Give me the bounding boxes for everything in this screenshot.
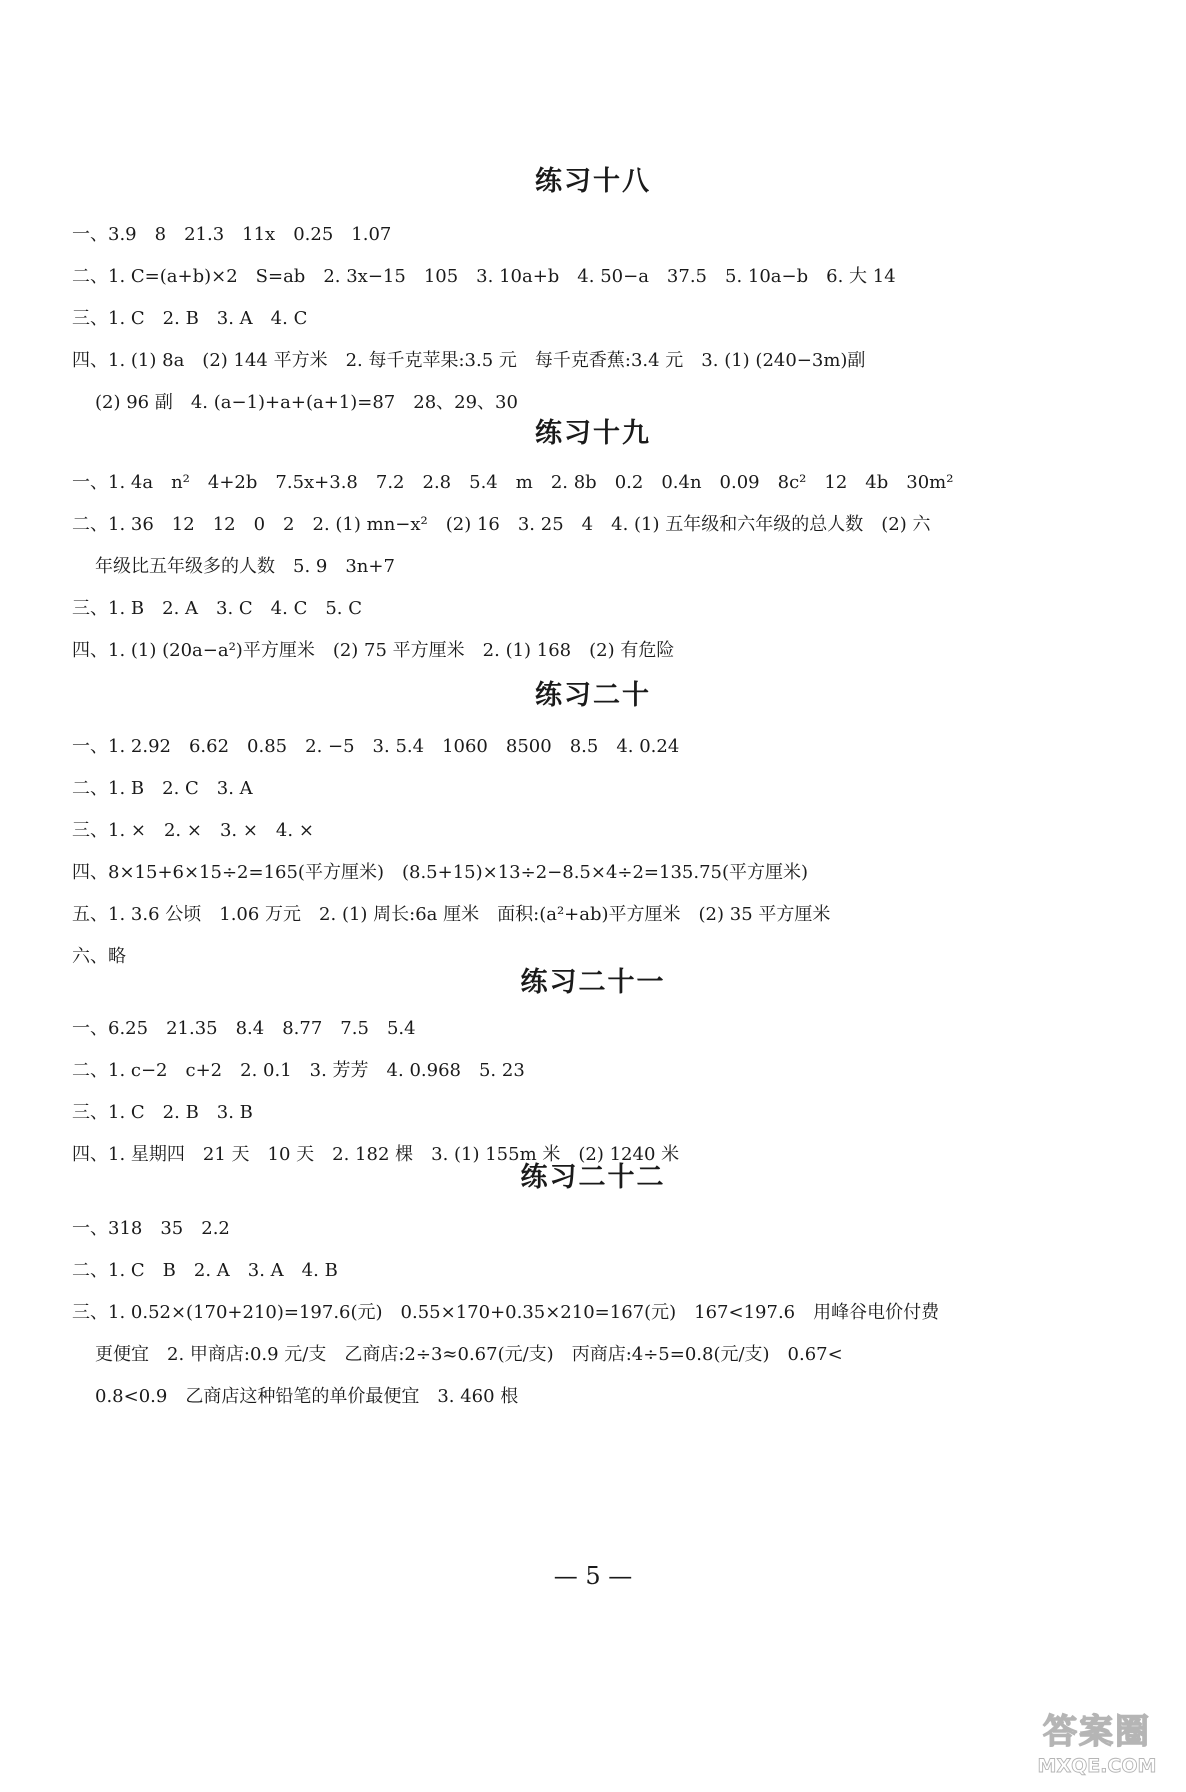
answer-line: 四、8×15+6×15÷2=165(平方厘米) (8.5+15)×13÷2−8.5×4÷2=135.75(平方厘米)	[72, 862, 809, 883]
answer-line: (2) 96 副 4. (a−1)+a+(a+1)=87 28、29、30	[95, 392, 518, 413]
answer-line: 三、1. B 2. A 3. C 4. C 5. C	[72, 598, 363, 619]
watermark-url: MXQE.COM	[1037, 1755, 1157, 1777]
answer-line: 五、1. 3.6 公顷 1.06 万元 2. (1) 周长:6a 厘米 面积:(a²+ab)平方厘米 (2) 35 平方厘米	[72, 904, 831, 925]
answer-line: 0.8<0.9 乙商店这种铅笔的单价最便宜 3. 460 根	[95, 1386, 519, 1407]
answer-line: 二、1. c−2 c+2 2. 0.1 3. 芳芳 4. 0.968 5. 23	[72, 1060, 525, 1081]
section-title: 练习二十一	[520, 967, 666, 998]
answer-line: 三、1. × 2. × 3. × 4. ×	[72, 820, 314, 841]
answer-line: 四、1. 星期四 21 天 10 天 2. 182 棵 3. (1) 155m 米 (2) 1240 米	[72, 1144, 680, 1165]
answer-line: 四、1. (1) (20a−a²)平方厘米 (2) 75 平方厘米 2. (1) 168 (2) 有危险	[72, 640, 675, 661]
watermark-logo	[1022, 1710, 1172, 1780]
answer-line: 一、1. 2.92 6.62 0.85 2. −5 3. 5.4 1060 8500 8.5 4. 0.24	[72, 736, 680, 757]
answer-line: 二、1. B 2. C 3. A	[72, 778, 253, 799]
answer-line: 二、1. 36 12 12 0 2 2. (1) mn−x² (2) 16 3. 25 4 4. (1) 五年级和六年级的总人数 (2) 六	[72, 514, 931, 535]
answer-line: 一、6.25 21.35 8.4 8.77 7.5 5.4	[72, 1018, 416, 1039]
answer-line: 一、318 35 2.2	[72, 1218, 230, 1239]
answer-line: 三、1. 0.52×(170+210)=197.6(元) 0.55×170+0.35×210=167(元) 167<197.6 用峰谷电价付费	[72, 1302, 940, 1323]
answer-line: 二、1. C B 2. A 3. A 4. B	[72, 1260, 338, 1281]
section-title: 练习十九	[535, 418, 651, 449]
answer-line: 一、1. 4a n² 4+2b 7.5x+3.8 7.2 2.8 5.4 m 2. 8b 0.2 0.4n 0.09 8c² 12 4b 30m²	[72, 472, 954, 493]
answer-line: 二、1. C=(a+b)×2 S=ab 2. 3x−15 105 3. 10a+b 4. 50−a 37.5 5. 10a−b 6. 大 14	[72, 266, 896, 287]
page-number: — 5 —	[553, 1562, 633, 1590]
section-exercise-18	[0, 162, 1186, 424]
answer-line: 四、1. (1) 8a (2) 144 平方米 2. 每千克苹果:3.5 元 每千克香蕉:3.4 元 3. (1) (240−3m)副	[72, 350, 866, 371]
answer-line: 三、1. C 2. B 3. A 4. C	[72, 308, 308, 329]
section-title: 练习十八	[535, 166, 651, 197]
answer-line: 一、3.9 8 21.3 11x 0.25 1.07	[72, 224, 392, 245]
section-title: 练习二十二	[520, 1162, 666, 1193]
section-title: 练习二十	[535, 680, 651, 711]
section-exercise-19	[0, 414, 1186, 672]
answer-line: 六、略	[72, 946, 126, 967]
watermark-title: 答案圈	[1043, 1712, 1151, 1752]
answer-line: 年级比五年级多的人数 5. 9 3n+7	[95, 556, 395, 577]
answer-line: 更便宜 2. 甲商店:0.9 元/支 乙商店:2÷3≈0.67(元/支) 丙商店:4÷5=0.8(元/支) 0.67<	[95, 1344, 843, 1365]
answer-line: 三、1. C 2. B 3. B	[72, 1102, 253, 1123]
section-exercise-22	[0, 1158, 1186, 1418]
section-exercise-20	[0, 676, 1186, 978]
section-exercise-21	[0, 963, 1186, 1176]
